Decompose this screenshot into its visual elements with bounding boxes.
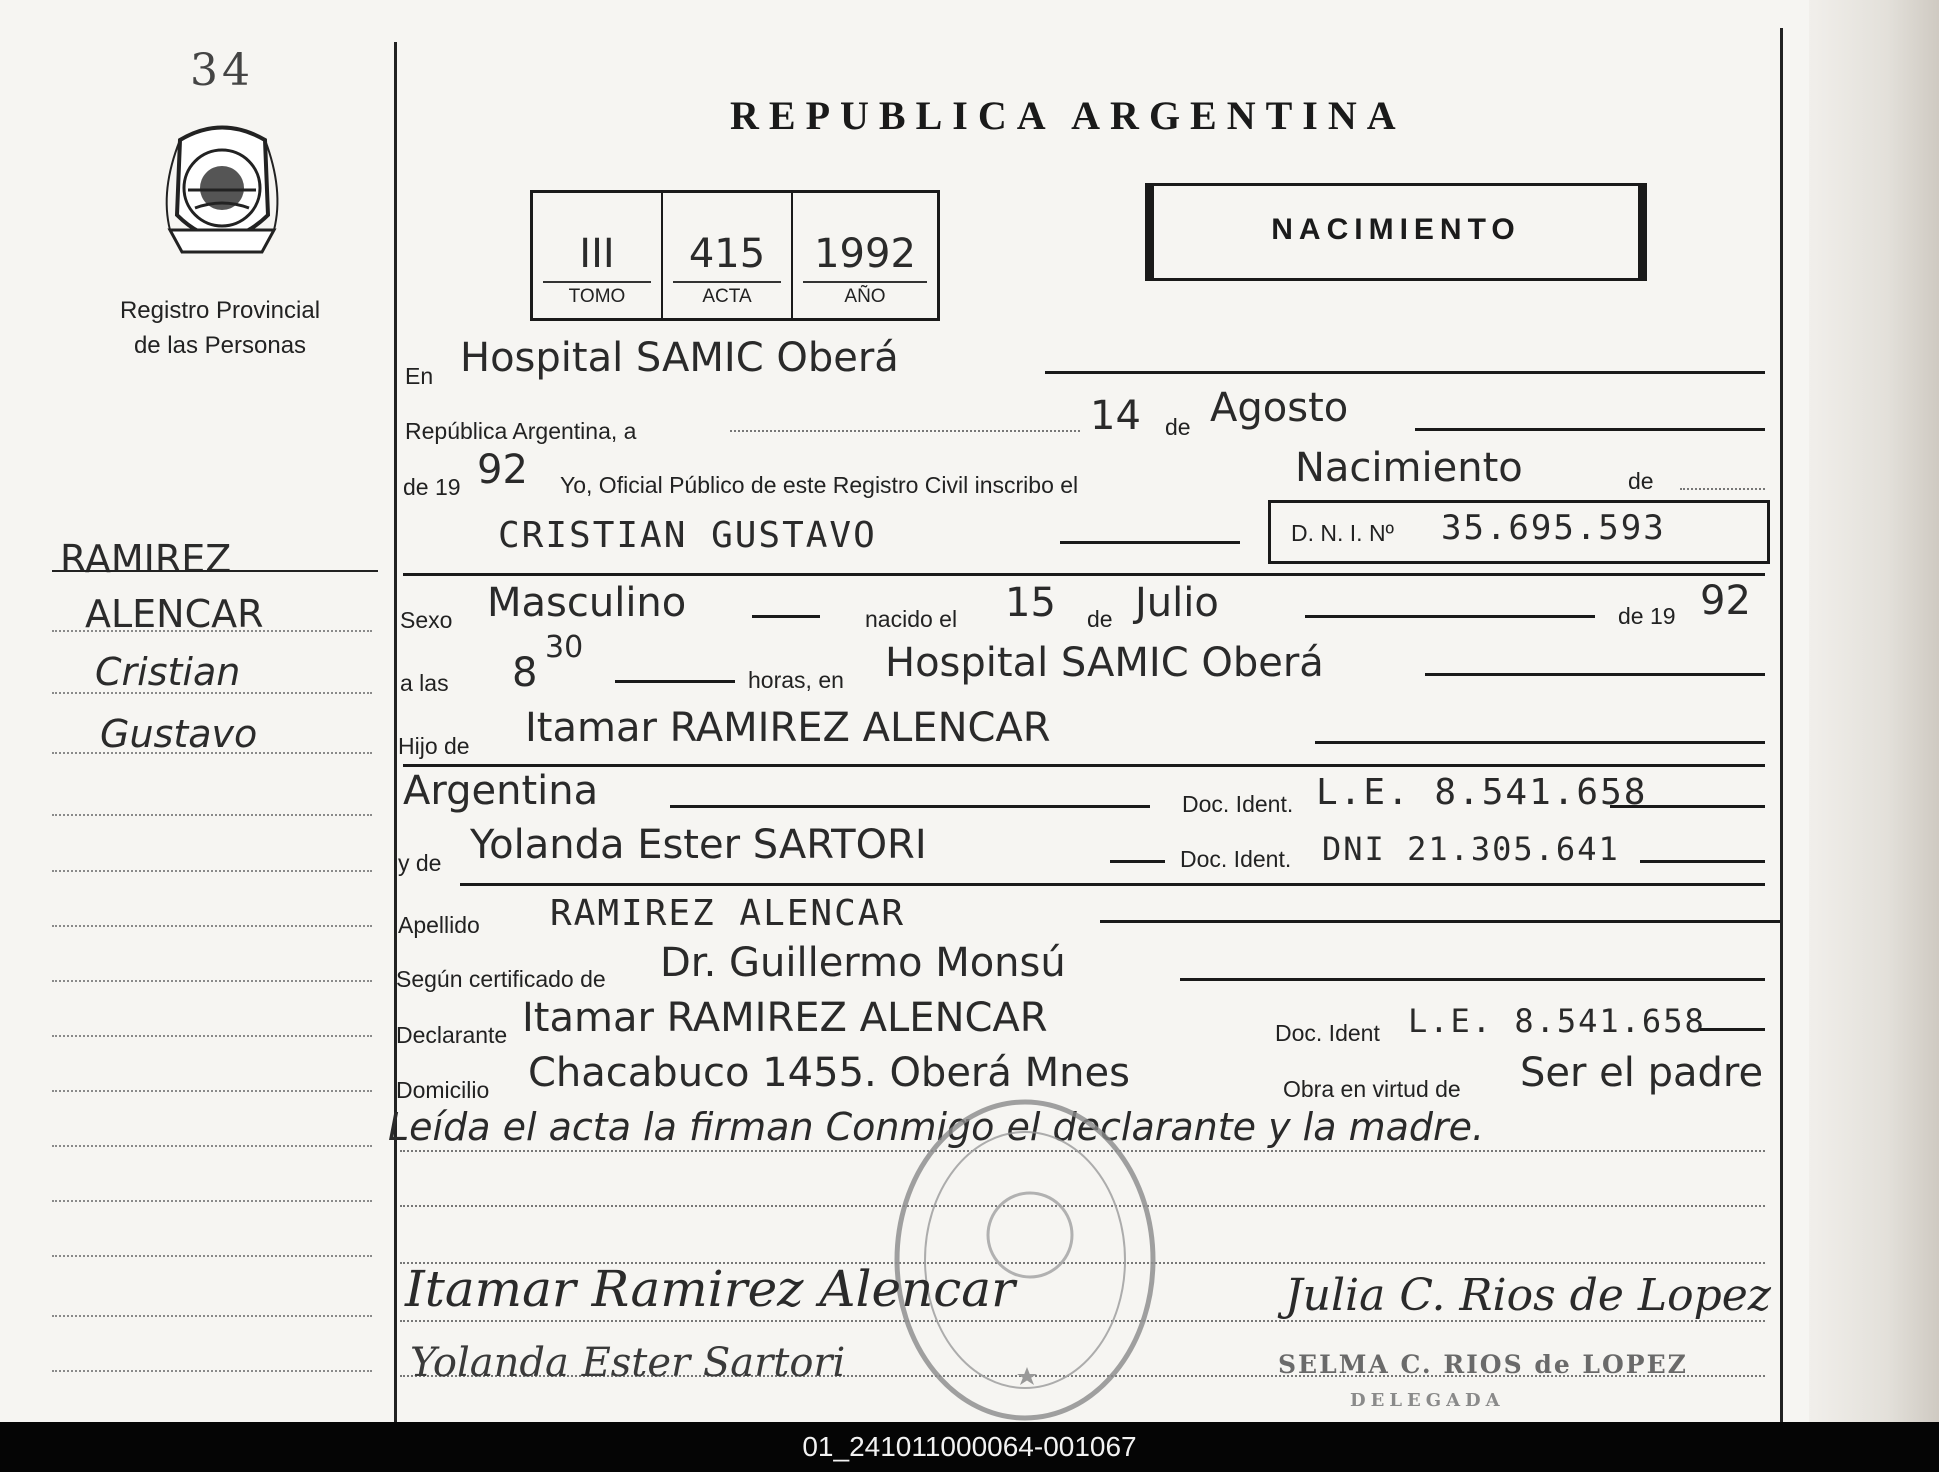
obra-value: Ser el padre	[1520, 1050, 1764, 1096]
mother-doc: DNI 21.305.641	[1322, 830, 1620, 868]
fill-line	[752, 615, 820, 618]
tomo-value: III	[579, 231, 615, 277]
dni-label: D. N. I. Nº	[1291, 520, 1394, 546]
apellido-value: RAMIREZ ALENCAR	[550, 893, 906, 934]
declarante-doc: L.E. 8.541.658	[1408, 1002, 1706, 1040]
fill-line	[1110, 860, 1165, 863]
official-signature: Julia C. Rios de Lopez	[1285, 1270, 1771, 1321]
margin-rule	[52, 1315, 372, 1317]
anio-value: 1992	[814, 231, 916, 277]
de19-label: de 19	[403, 474, 461, 500]
doc-ident-label: Doc. Ident.	[1180, 846, 1292, 872]
margin-rule	[52, 1145, 372, 1147]
de-label: de	[1628, 468, 1654, 494]
month-value: Agosto	[1210, 385, 1349, 431]
father-value: Itamar RAMIREZ ALENCAR	[525, 705, 1051, 751]
father-nationality: Argentina	[403, 768, 599, 814]
fill-line	[1045, 371, 1765, 374]
name-value: CRISTIAN GUSTAVO	[498, 515, 877, 556]
image-id-footer: 01_241011000064-001067	[0, 1422, 1939, 1472]
birth-month: Julio	[1135, 580, 1219, 626]
fill-line	[1680, 488, 1765, 490]
margin-rule	[52, 1255, 372, 1257]
margin-surname-2: ALENCAR	[85, 592, 264, 636]
fill-line	[730, 430, 1080, 432]
doc-ident-label: Doc. Ident	[1275, 1020, 1380, 1046]
declarante-value: Itamar RAMIREZ ALENCAR	[522, 995, 1048, 1041]
birth-year: 92	[1700, 578, 1751, 624]
margin-rule	[52, 1370, 372, 1372]
republica-label: República Argentina, a	[405, 418, 637, 444]
official-stamp-name: SELMA C. RIOS de LOPEZ	[1278, 1350, 1688, 1379]
page-number: 34	[190, 45, 254, 96]
cell-rule	[803, 281, 927, 283]
tomo-label: TOMO	[568, 286, 626, 307]
father-signature: Itamar Ramirez Alencar	[405, 1260, 1016, 1318]
fill-line	[1060, 541, 1240, 544]
de-label: de	[1165, 414, 1191, 440]
sexo-value: Masculino	[487, 580, 687, 626]
doc-ident-label: Doc. Ident.	[1182, 791, 1294, 817]
fill-line	[1640, 860, 1765, 863]
yo-label: Yo, Oficial Público de este Registro Civil inscribo el	[560, 472, 1079, 498]
fill-line	[1415, 428, 1765, 431]
margin-divider	[394, 42, 397, 1422]
margin-rule	[52, 1090, 372, 1092]
fill-line	[615, 680, 735, 683]
fill-line	[1700, 1028, 1765, 1031]
margin-given-2: Gustavo	[100, 712, 258, 756]
margin-rule	[52, 870, 372, 872]
hour-value: 8	[512, 650, 538, 696]
registry-line-1: Registro Provincial	[119, 297, 321, 324]
document-title: REPUBLICA ARGENTINA	[730, 93, 1406, 138]
hijo-label: Hijo de	[398, 733, 470, 759]
year-value: 92	[477, 447, 528, 493]
acta-label: ACTA	[702, 286, 752, 307]
alas-label: a las	[400, 670, 449, 696]
father-doc: L.E. 8.541.658	[1316, 772, 1648, 813]
fill-line	[670, 805, 1150, 808]
margin-rule	[52, 570, 378, 572]
sexo-label: Sexo	[400, 607, 453, 633]
margin-rule	[52, 692, 372, 694]
margin-rule	[52, 925, 372, 927]
margin-surname-1: RAMIREZ	[60, 537, 232, 581]
domicilio-value: Chacabuco 1455. Oberá Mnes	[528, 1050, 1130, 1096]
day-value: 14	[1090, 393, 1141, 439]
acta-value: 415	[688, 231, 766, 277]
margin-rule	[52, 1200, 372, 1202]
en-label: En	[405, 363, 434, 389]
dni-box	[1268, 500, 1770, 564]
dni-value: 35.695.593	[1441, 508, 1666, 548]
birth-day: 15	[1005, 580, 1056, 626]
reading-note: Leída el acta la firman Conmigo el declarante y la madre.	[388, 1105, 1485, 1149]
record-type: NACIMIENTO	[1271, 213, 1521, 246]
fill-line	[1610, 805, 1765, 808]
segun-value: Dr. Guillermo Monsú	[660, 940, 1066, 986]
cell-rule	[543, 281, 651, 283]
registry-line-2: de las Personas	[133, 332, 307, 359]
yde-label: y de	[398, 850, 442, 876]
section-rule	[403, 573, 1765, 576]
mother-value: Yolanda Ester SARTORI	[470, 822, 927, 868]
margin-rule	[52, 752, 372, 754]
de-label: de	[1087, 606, 1113, 632]
en-value: Hospital SAMIC Oberá	[460, 335, 899, 381]
section-rule	[460, 883, 1765, 886]
margin-rule	[52, 814, 372, 816]
registry-stamp-icon	[890, 1095, 1160, 1422]
official-stamp-title: DELEGADA	[1350, 1390, 1505, 1411]
tomo-cell	[533, 193, 663, 318]
fill-line	[1305, 615, 1595, 618]
declarante-label: Declarante	[396, 1022, 508, 1048]
record-number-box	[530, 190, 940, 321]
province-seal-icon	[150, 120, 295, 265]
page-edge	[1809, 0, 1939, 1422]
fill-line	[1315, 741, 1765, 744]
de19-label: de 19	[1618, 603, 1676, 629]
fill-line	[1425, 673, 1765, 676]
place-value: Hospital SAMIC Oberá	[885, 640, 1324, 686]
margin-rule	[52, 1035, 372, 1037]
act-value: Nacimiento	[1295, 445, 1523, 491]
anio-cell	[793, 193, 937, 318]
apellido-label: Apellido	[398, 912, 480, 938]
record-type-box	[1145, 183, 1647, 281]
mother-signature: Yolanda Ester Sartori	[410, 1340, 846, 1386]
margin-rule	[52, 630, 372, 632]
fill-line	[1100, 920, 1780, 923]
margin-given-1: Cristian	[95, 650, 241, 694]
domicilio-label: Domicilio	[396, 1077, 490, 1103]
registry-name	[70, 293, 370, 363]
anio-label: AÑO	[844, 286, 886, 307]
fill-line	[1180, 978, 1765, 981]
right-border	[1780, 28, 1783, 1422]
acta-cell	[663, 193, 793, 318]
nacido-label: nacido el	[865, 606, 958, 632]
cell-rule	[673, 281, 781, 283]
section-rule	[403, 764, 1765, 767]
obra-label: Obra en virtud de	[1283, 1076, 1461, 1102]
horas-label: horas, en	[748, 667, 844, 693]
margin-rule	[52, 980, 372, 982]
segun-label: Según certificado de	[396, 966, 606, 992]
minute-value: 30	[545, 630, 584, 665]
